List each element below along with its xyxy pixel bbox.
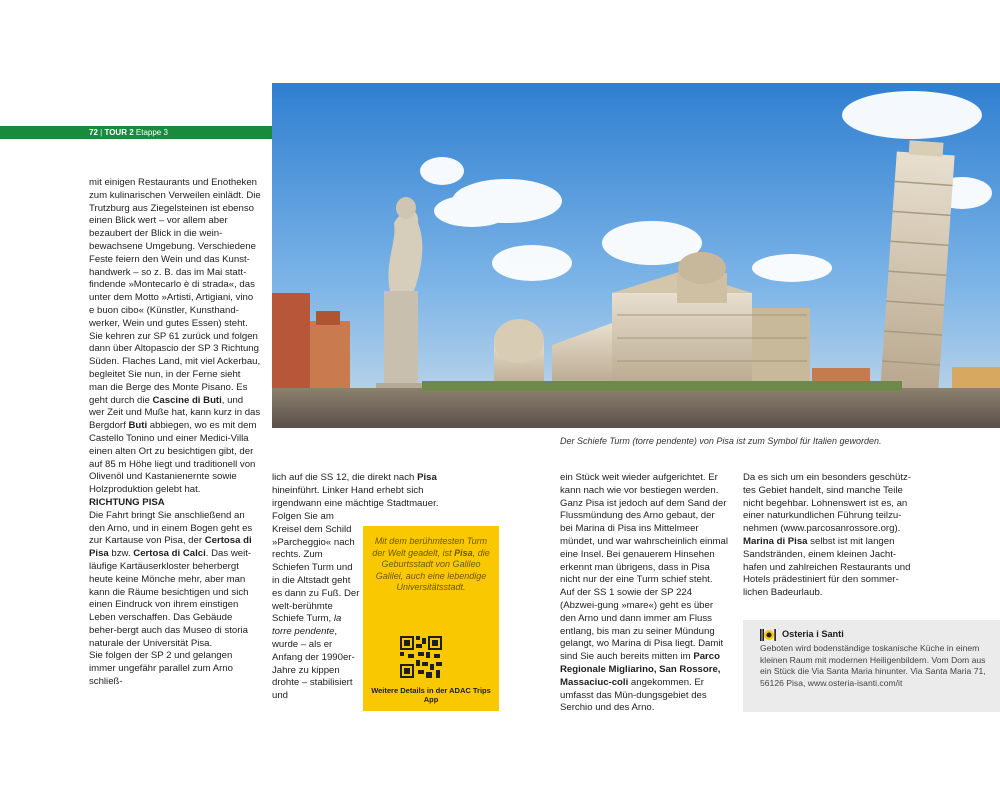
app-hint: Weitere Details in der ADAC Trips App: [371, 686, 491, 704]
quote-text: [371, 536, 491, 594]
paragraph-montecarlo: [89, 177, 261, 497]
header-separator: |: [100, 128, 103, 137]
photo-caption: Der Schiefe Turm (torre pendente) von Pisa ist zum Symbol für Italien geworden.: [560, 436, 882, 446]
text-run: mit einigen Restaurants und Enotheken zum kulinarischen Verweilen einlädt. Die Trutzburg aus Ziegelsteinen ist ebenso einen Blick wert – vor allem aber bezaubert der Blick in die wein-bewachsene Umgebung. Verschiedene Feste feiern den Wein und das Kunst-handwerk – so z. B. das im Mai statt-findende »Montecarlo è di strada«, das unter dem Motto »Artisti, Artigiani, vino e buon cibo« (Künstler, Kunsthand-werker, Wein und gutes Essen) steht. Sie kehren zur SP 61 zurück und folgen dann über Altopascio der SP 3 Richtung Süden. Flaches Land, mit viel Ackerbau, begleitet Sie nun, in der Ferne sieht man die Berge des Monte Pisano. Es geht durch die: [89, 177, 261, 406]
text-run: bzw.: [108, 548, 134, 560]
stage-label: Etappe 3: [135, 128, 168, 137]
quote-box: [363, 526, 499, 711]
term-torre-pendente: la torre pendente: [272, 613, 342, 638]
text-run: lich auf die SS 12, die direkt nach: [272, 472, 418, 483]
text-run: Da es sich um ein besonders geschütz-tes Gebiet handelt, sind manche Teile nicht begehbar. Lohnenswert ist es, an einer naturkundlichen Führung teilzu-nehmen (www.parcosanrossore.org).: [743, 472, 911, 535]
text-run: abbiegen, wo es mit dem Castello Tonino und einer Medici-Villa einen alten Ort zu besichtigen gibt, der auf 85 m Höhe liegt und traditionell von Olivenöl und Kastanienernte sowie Holzproduktion gelebt hat.: [89, 420, 257, 496]
paragraph-tower-raised: ein Stück weit wieder aufgerichtet. Er kann nach wie vor bestiegen werden. Ganz Pisa ist jedoch auf dem Sand der Flussmündung des Arno gebaut, der bei Marina di Pisa ins Mittelmeer mündet, und war wahrscheinlich einmal eine Insel. Bei genauerem Hinsehen erkennt man übrigens, dass in Pisa nicht nur der eine Turm schief steht.: [560, 472, 728, 586]
text-run: Folgen Sie am Kreisel dem Schild »Parcheggio« nach rechts. Zum Schiefen Turm und in die Altstadt geht es dann zu Fuß. Der welt-berühmte Schiefe Turm,: [272, 511, 360, 625]
place-cascine-di-buti: Cascine di Buti: [152, 394, 222, 406]
place-parco-regionale: Parco Regionale Migliarino, San Rossore, Massaciuc-coli: [560, 651, 721, 688]
text-column-2-narrow: [272, 511, 360, 703]
paragraph-tower: [272, 511, 360, 703]
text-run: hineinführt. Linker Hand erhebt sich irgendwann eine mächtige Stadtmauer.: [272, 484, 439, 509]
place-marina-di-pisa: Marina di Pisa: [743, 535, 808, 547]
restaurant-name: Osteria i Santi: [782, 629, 844, 639]
text-run: , wurde – als er Anfang der 1990er-Jahre zu kippen drohte – stabilisiert und: [272, 626, 355, 702]
paragraph-certosa: [89, 510, 261, 651]
text-column-1: [89, 177, 261, 689]
text-run: Die Fahrt bringt Sie anschließend an den Arno, und in einem Bogen geht es zur Kartause von Pisa, der: [89, 509, 253, 547]
text-column-2: [272, 472, 472, 510]
page-number: 72: [89, 128, 98, 137]
paragraph-protected-area: [743, 472, 915, 600]
place-certosa-di-pisa: Certosa di Pisa: [89, 535, 252, 560]
place-pisa: Pisa: [417, 472, 437, 483]
text-column-3: [560, 472, 730, 715]
text-run: , und wer Zeit und Muße hat, kann kurz in das Bergdorf: [89, 394, 261, 432]
tour-label: TOUR 2: [104, 128, 134, 137]
place-buti: Buti: [128, 420, 148, 432]
restaurant-tip-box: [743, 620, 1000, 712]
text-run: Mit dem berühmtesten Turm der Welt geadelt, ist: [372, 536, 488, 558]
paragraph-marina: [560, 587, 730, 715]
text-column-4: [743, 472, 915, 600]
restaurant-description: Geboten wird bodenständige toskanische Küche in einem kleinen Raum mit modernen Heiligenbildern. Vom Dom aus ein Stück die Via Santa Maria hinunter. Via Santa Maria 71, 56126 Pisa, www.osteria-isanti.com/it: [760, 643, 986, 688]
qr-code-icon[interactable]: [400, 636, 442, 678]
text-run: . Das weit-läufige Kartäuserkloster beherbergt heute keine Mönche mehr, aber man kann die Räume besichtigen und sich einen Eindruck von ihrem einstigen Leben verschaffen. Das Gebäude beher-bergt auch das Museo di storia naturale der Universität Pisa.: [89, 548, 252, 649]
text-run: angekommen. Er umfasst das Mün-dungsgebiet des Serchio und des Arno.: [560, 676, 707, 714]
restaurant-icon: [760, 628, 776, 642]
pisa-cathedral-photo: [272, 83, 1000, 428]
paragraph-ss12: [272, 472, 472, 510]
paragraph-sp2: Sie folgen der SP 2 und gelangen immer ungefähr parallel zum Arno schließ-: [89, 650, 233, 688]
place-pisa-bold: Pisa: [454, 547, 473, 558]
running-header: [0, 126, 272, 139]
text-run: Auf der SS 1 sowie der SP 224 (Abzwei-gung »mare«) geht es über den Arno und dann immer am Fluss entlang, bis man zu seiner Mündung gelangt, wo Marina di Pisa liegt. Damit sind Sie auch bereits mitten im: [560, 587, 724, 663]
header-text: [89, 126, 168, 139]
text-run: selbst ist mit langen Sandstränden, einem kleinen Jacht-hafen und zahlreichen Restaurants und Hotels prädestiniert für den sommer-lichen Badeurlaub.: [743, 535, 911, 599]
section-heading: RICHTUNG PISA: [89, 496, 165, 508]
place-certosa-di-calci: Certosa di Calci: [133, 548, 206, 560]
text-run: , die Geburtsstadt von Galileo Galilei, auch eine lebendige Universitätsstadt.: [375, 547, 490, 592]
